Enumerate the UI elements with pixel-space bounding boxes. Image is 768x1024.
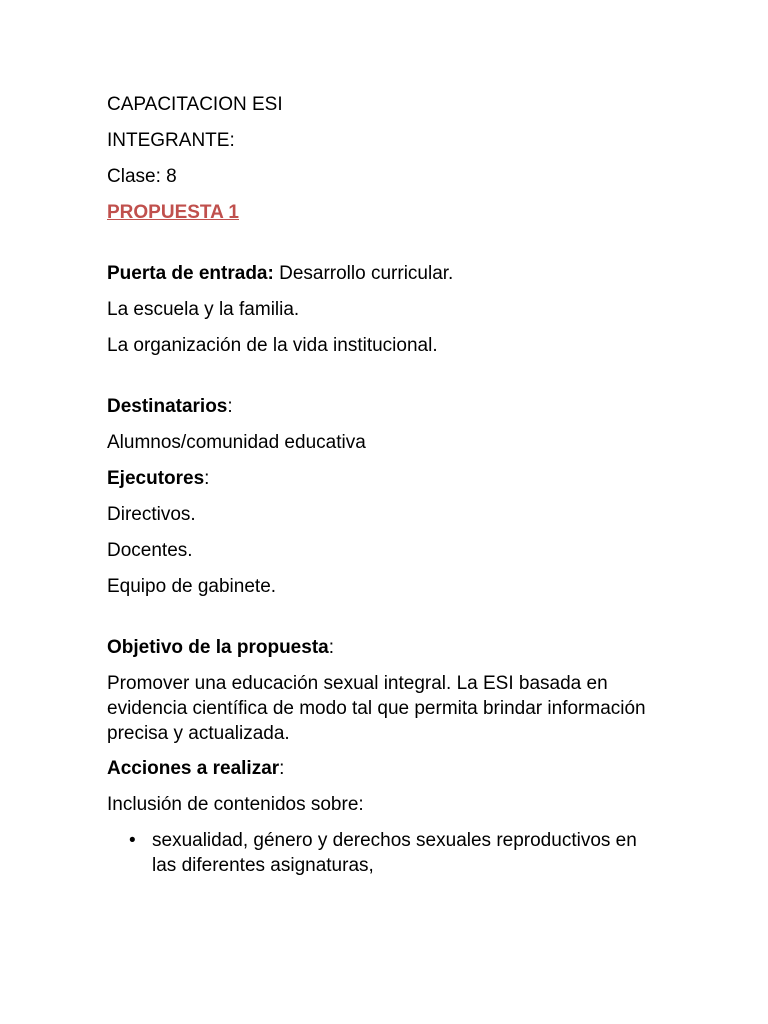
puerta-line-1: La escuela y la familia.: [107, 299, 300, 320]
acciones-intro: Inclusión de contenidos sobre:: [107, 794, 364, 815]
puerta-line-2: La organización de la vida institucional.: [107, 335, 438, 356]
destinatarios-heading: [107, 394, 652, 419]
colon: :: [227, 396, 233, 417]
integrante-label: INTEGRANTE:: [107, 130, 235, 151]
puerta-label: Puerta de entrada:: [107, 263, 274, 284]
puerta-value: Desarrollo curricular.: [273, 263, 454, 284]
destinatarios-label: Destinatarios: [107, 396, 228, 417]
bullet-text: sexualidad, género y derechos sexuales reproductivos en las diferentes asignaturas,: [152, 830, 637, 876]
objetivo-text: Promover una educación sexual integral. La ESI basada en evidencia científica de modo tal que permita brindar información precisa y actualizada.: [107, 673, 646, 744]
acciones-heading: [107, 756, 652, 781]
ejecutores-label: Ejecutores: [107, 468, 205, 489]
spacer: [107, 369, 652, 394]
bullet-icon: •: [129, 830, 136, 851]
ejecutor-item: Docentes.: [107, 540, 193, 561]
colon: :: [204, 468, 210, 489]
ejecutor-item: Equipo de gabinete.: [107, 576, 277, 597]
colon: :: [328, 637, 334, 658]
puerta-de-entrada: [107, 261, 652, 286]
objetivo-label: Objetivo de la propuesta: [107, 637, 329, 658]
objetivo-heading: [107, 635, 652, 660]
spacer: [107, 610, 652, 635]
acciones-label: Acciones a realizar: [107, 758, 280, 779]
document-title: CAPACITACION ESI: [107, 94, 283, 115]
destinatarios-value: Alumnos/comunidad educativa: [107, 432, 366, 453]
propuesta-heading: PROPUESTA 1: [107, 202, 239, 223]
acciones-bullet-list: [107, 828, 652, 878]
ejecutor-item: Directivos.: [107, 504, 196, 525]
spacer: [107, 236, 652, 261]
ejecutores-heading: [107, 466, 652, 491]
document-page: [107, 92, 652, 878]
clase-line: Clase: 8: [107, 166, 177, 187]
colon: :: [279, 758, 285, 779]
list-item: [107, 828, 652, 878]
